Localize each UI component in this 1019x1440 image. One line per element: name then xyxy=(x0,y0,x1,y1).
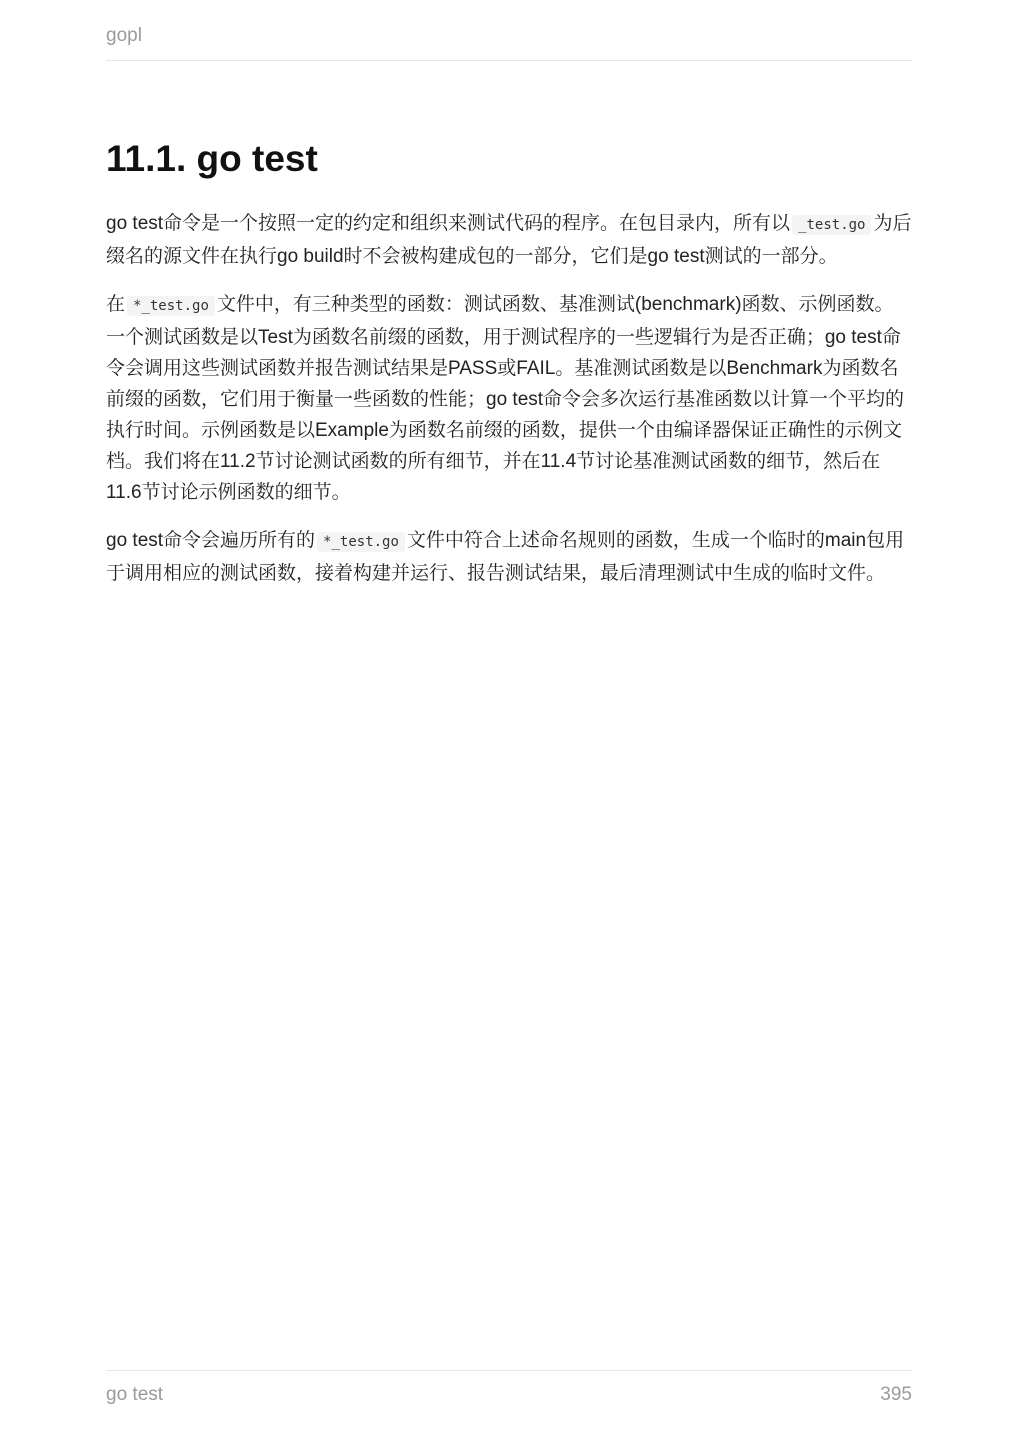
paragraph-text: go test命令是一个按照一定的约定和组织来测试代码的程序。在包目录内，所有以 xyxy=(106,213,791,234)
inline-code: *_test.go xyxy=(127,296,215,316)
paragraph-function-types xyxy=(106,289,912,508)
page-title: 11.1. go test xyxy=(106,138,318,179)
main-content xyxy=(106,136,912,606)
header-book-title: gopl xyxy=(106,25,142,46)
page-footer xyxy=(106,1370,912,1411)
paragraph-intro xyxy=(106,208,912,272)
footer-section-title: go test xyxy=(106,1384,164,1405)
paragraph-test-flow xyxy=(106,525,912,589)
paragraph-text: 文件中符合上述命名规则的函数，生成一个临时的main包用于调用相应的测试函数，接着构建并运行、报告测试结果，最后清理测试中生成的临时文件。 xyxy=(106,530,905,584)
paragraph-text: 文件中，有三种类型的函数：测试函数、基准测试(benchmark)函数、示例函数。一个测试函数是以Test为函数名前缀的函数，用于测试程序的一些逻辑行为是否正确；go test命令会调用这些测试函数并报告测试结果是PASS或FAIL。基准测试函数是以Benchmark为函数名前缀的函数，它们用于衡量一些函数的性能；go test命令会多次运行基准函数以计算一个平均的执行时间。示例函数是以Example为函数名前缀的函数，提供一个由编译器保证正确性的示例文档。我们将在11.2节讨论测试函数的所有细节，并在11.4节讨论基准测试函数的细节，然后在11.6节讨论示例函数的细节。 xyxy=(106,294,905,503)
paragraph-text: go test命令会遍历所有的 xyxy=(106,530,316,551)
paragraph-text: 在 xyxy=(106,294,126,315)
inline-code: *_test.go xyxy=(317,532,405,552)
footer-page-number: 395 xyxy=(880,1384,912,1405)
inline-code: _test.go xyxy=(792,215,871,235)
paragraph-text: 为后缀名的源文件在执行go build时不会被构建成包的一部分，它们是go test测试的一部分。 xyxy=(106,213,912,267)
page-header xyxy=(106,24,912,61)
